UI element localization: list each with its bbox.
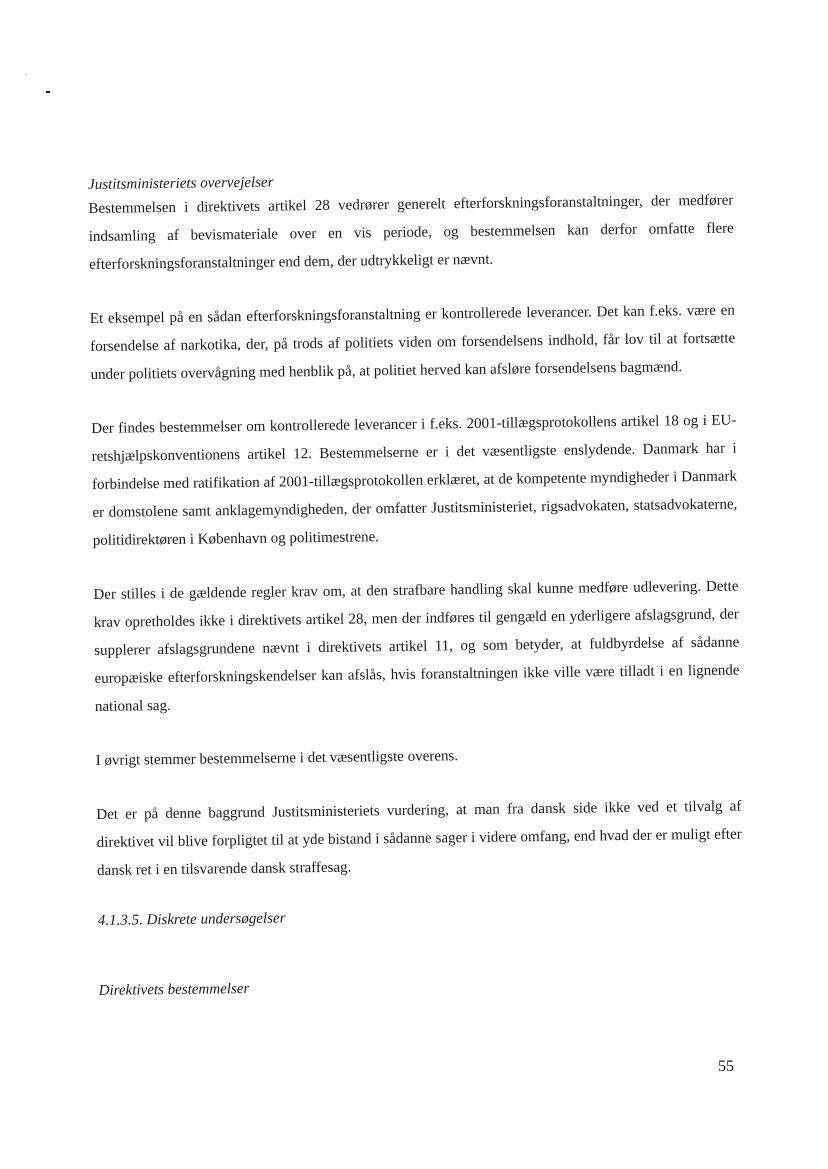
- scan-speck: [26, 74, 27, 75]
- subheading-directive-provisions: Direktivets bestemmelser: [98, 980, 250, 999]
- paragraph-ministry-assessment: Det er på denne baggrund Justitsministeriets vurdering, at man fra dansk side ikke ved et tilvalg af direktivet vil blive forpligtet til at yde bistand i sådanne sager i videre omfang, end hvad der er muligt efter dansk ret i en tilsvarende dansk straffesag.: [96, 798, 742, 879]
- scan-speck: [46, 91, 50, 93]
- paragraph-article-28: Bestemmelsen i direktivets artikel 28 vedrører generelt efterforskningsforanstaltninger, der medfører indsamling af bevismateriale over en vis periode, og bestemmelsen kan derfor omfatte flere efterforskningsforanstaltninger end dem, der udtrykkeligt er nævnt.: [88, 192, 734, 273]
- heading-considerations: Justitsministeriets overvejelser: [88, 174, 274, 193]
- paragraph-otherwise-consistent: I øvrigt stemmer bestemmelserne i det væsentligste overens.: [95, 748, 459, 769]
- paragraph-controlled-deliveries-example: Et eksempel på en sådan efterforskningsforanstaltning er kontrollerede leverancer. Det kan f.eks. være en forsendelse af narkotika, der, på trods af politiets viden om forsendelsens indhold, får lov til at fortsætte under politiets overvågning med henblik på, at politiet herved kan afsløre forsendelsens bagmænd.: [89, 302, 736, 383]
- paragraph-extradition-requirement: Der stilles i de gældende regler krav om, at den strafbare handling skal kunne medføre udlevering. Dette krav opretholdes ikke i direktivets artikel 28, men der indføres til gengæld en yderligere afslagsgrund, der supplerer afslagsgrundene nævnt i direktivets artikel 11, og som betyder, at fuldbyrdelse af sådanne europæiske efterforskningskendelser kan afslås, hvis foranstaltningen ikke ville være tilladt i en lignende national sag.: [93, 578, 740, 715]
- document-body: [88, 167, 744, 1001]
- section-heading: 4.1.3.5. Diskrete undersøgelser: [97, 910, 286, 929]
- page-number: 55: [718, 1058, 734, 1075]
- paragraph-existing-provisions: Der findes bestemmelser om kontrollerede leverancer i f.eks. 2001-tillægsprotokollens artikel 18 og i EU-retshjælpskonventionens artikel 12. Bestemmelserne er i det væsentligste enslydende. Danmark har i forbindelse med ratifikation af 2001-tillægsprotokollen erklæret, at de kompetente myndigheder i Danmark er domstolene samt anklagemyndigheden, der omfatter Justitsministeriet, rigsadvokaten, statsadvokaterne, politidirektøren i København og politimestrene.: [91, 412, 738, 549]
